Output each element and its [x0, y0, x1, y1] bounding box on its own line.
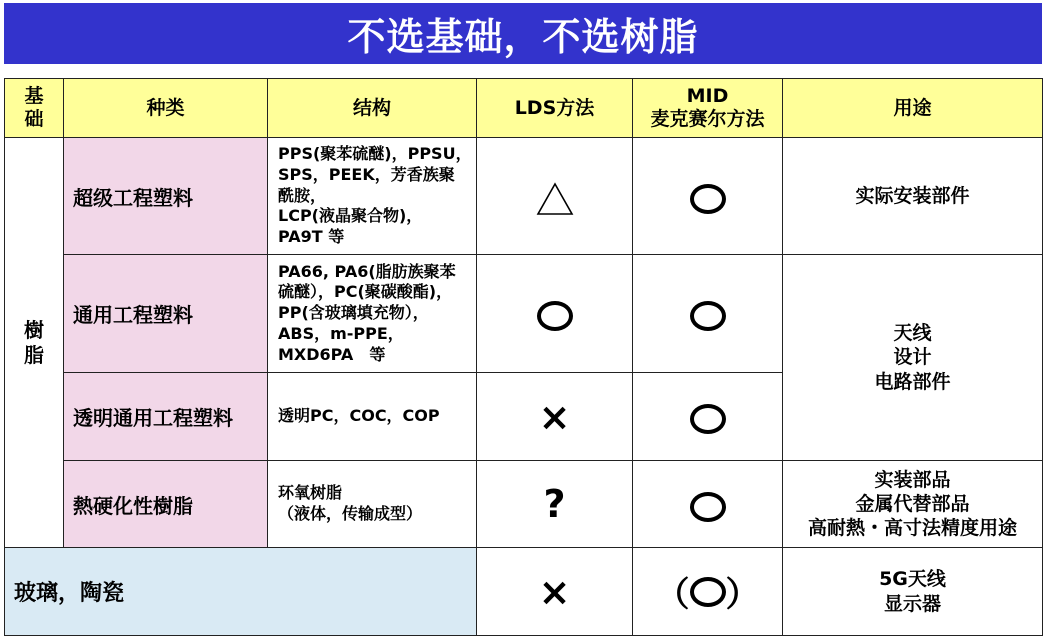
circle-icon [690, 577, 726, 607]
resin-base-label: 樹 脂 [5, 138, 64, 548]
page-title: 不选基础，不选树脂 [4, 3, 1042, 64]
mid-cell [633, 255, 783, 373]
circle-icon [690, 492, 726, 522]
material-comparison-table [4, 78, 1043, 636]
table-row [5, 548, 1043, 636]
use-cell: 5G天线 显示器 [783, 548, 1043, 636]
header-base: 基 础 [5, 79, 64, 138]
triangle-icon [536, 182, 574, 216]
use-cell: 天线 设计 电路部件 [783, 255, 1043, 461]
table-row [5, 138, 1043, 255]
circle-icon [537, 301, 573, 331]
circle-icon [690, 404, 726, 434]
structure-cell: PPS(聚苯硫醚)，PPSU， SPS，PEEK，芳香族聚 酰胺， LCP(液晶聚合物)， PA9T 等 [268, 138, 477, 255]
header-row [5, 79, 1043, 138]
lds-cell: × [477, 548, 633, 636]
header-lds: LDS方法 [477, 79, 633, 138]
circle-icon [690, 184, 726, 214]
use-cell: 实际安装部件 [783, 138, 1043, 255]
lds-cell: × [477, 373, 633, 461]
header-type: 种类 [64, 79, 268, 138]
type-cell: 超级工程塑料 [64, 138, 268, 255]
header-mid: MID 麦克赛尔方法 [633, 79, 783, 138]
mid-cell [633, 461, 783, 548]
type-cell: 透明通用工程塑料 [64, 373, 268, 461]
mid-cell: （ ） [633, 548, 783, 636]
table-row [5, 461, 1043, 548]
table-row [5, 255, 1043, 373]
type-cell: 熱硬化性樹脂 [64, 461, 268, 548]
structure-cell: 透明PC，COC，COP [268, 373, 477, 461]
structure-cell: 环氧树脂 （液体，传输成型） [268, 461, 477, 548]
header-structure: 结构 [268, 79, 477, 138]
glass-ceramic-label: 玻璃，陶瓷 [5, 548, 477, 636]
lds-cell: ? [477, 461, 633, 548]
type-cell: 通用工程塑料 [64, 255, 268, 373]
lds-cell [477, 138, 633, 255]
lds-cell [477, 255, 633, 373]
mid-cell [633, 373, 783, 461]
use-cell: 实装部品 金属代替部品 高耐熱・高寸法精度用途 [783, 461, 1043, 548]
header-use: 用途 [783, 79, 1043, 138]
circle-icon [690, 301, 726, 331]
mid-cell [633, 138, 783, 255]
structure-cell: PA66, PA6(脂肪族聚苯 硫醚），PC(聚碳酸酯)， PP(含玻璃填充物）， ABS，m-PPE， MXD6PA 等 [268, 255, 477, 373]
